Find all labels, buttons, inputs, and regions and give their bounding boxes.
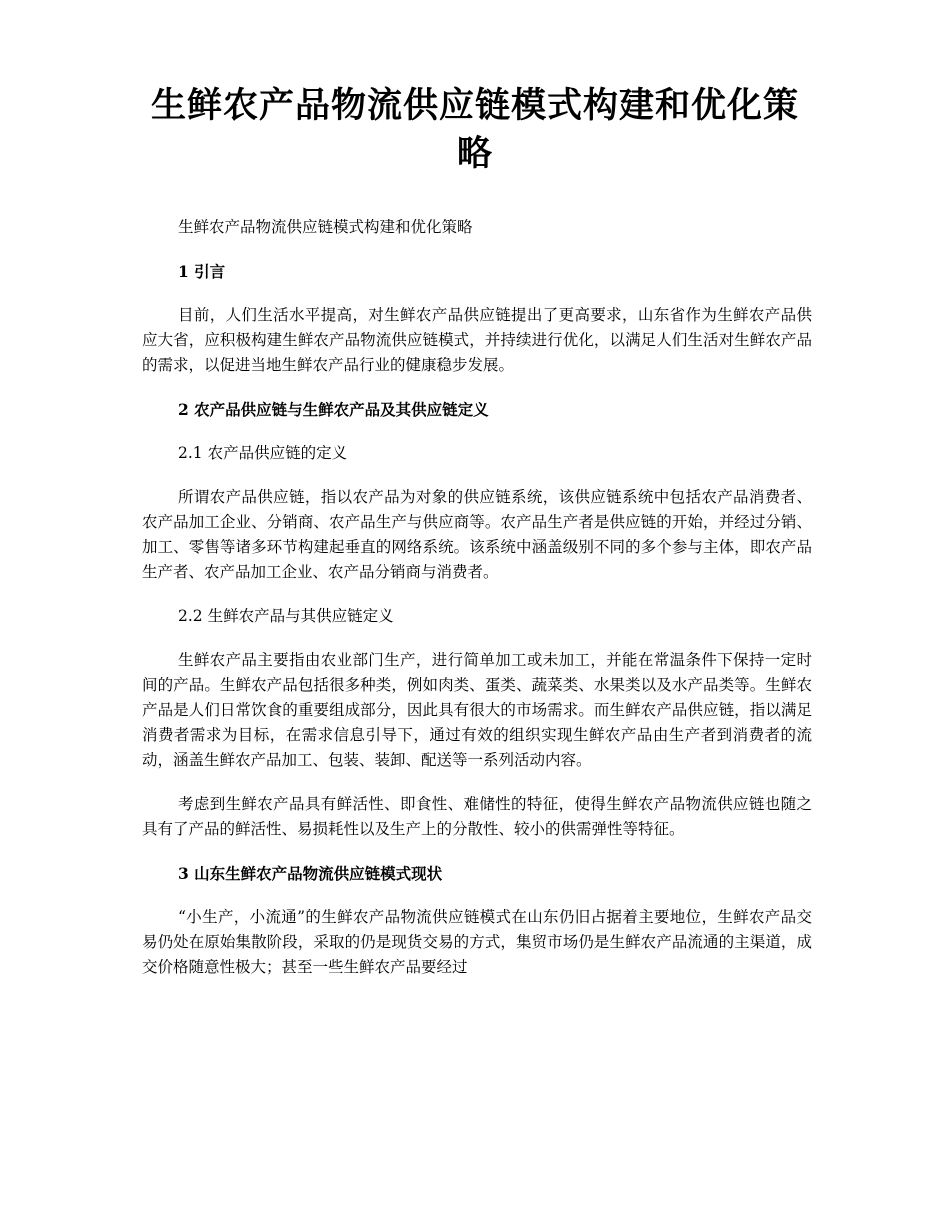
body-paragraph: 生鲜农产品主要指由农业部门生产，进行简单加工或未加工，并能在常温条件下保持一定时间的产品。生鲜农产品包括很多种类，例如肉类、蛋类、蔬菜类、水果类以及水产品类等。生鲜农产品是人们日常饮食的重要组成部分，因此具有很大的市场需求。而生鲜农产品供应链，指以满足消费者需求为目标，在需求信息引导下，通过有效的组织实现生鲜农产品由生产者到消费者的流动，涵盖生鲜农产品加工、包装、装卸、配送等一系列活动内容。: [142, 651, 812, 769]
body-paragraph: 所谓农产品供应链，指以农产品为对象的供应链系统，该供应链系统中包括农产品消费者、农产品加工企业、分销商、农产品生产与供应商等。农产品生产者是供应链的开始，并经过分销、加工、零售等诸多环节构建起垂直的网络系统。该系统中涵盖级别不同的多个参与主体，即农产品生产者、农产品加工企业、农产品分销商与消费者。: [142, 488, 812, 581]
section-heading: 3 山东生鲜农产品物流供应链模式现状: [178, 864, 443, 883]
body-paragraph: 考虑到生鲜农产品具有鲜活性、即食性、难储性的特征，使得生鲜农产品物流供应链也随之具有了产品的鲜活性、易损耗性以及生产上的分散性、较小的供需弹性等特征。: [142, 795, 812, 838]
document-title: 生鲜农产品物流供应链模式构建和优化策略: [150, 86, 799, 174]
document-body: [142, 215, 812, 999]
section-heading: 1 引言: [178, 262, 226, 281]
subtitle-paragraph: 生鲜农产品物流供应链模式构建和优化策略: [178, 218, 473, 236]
subsection-heading: 2.1 农产品供应链的定义: [178, 444, 348, 462]
section-heading: 2 农产品供应链与生鲜农产品及其供应链定义: [178, 400, 489, 419]
body-paragraph: “小生产，小流通”的生鲜农产品物流供应链模式在山东仍旧占据着主要地位，生鲜农产品交易仍处在原始集散阶段，采取的仍是现货交易的方式，集贸市场仍是生鲜农产品流通的主渠道，成交价格随意性极大；甚至一些生鲜农产品要经过: [142, 908, 812, 976]
subsection-heading: 2.2 生鲜农产品与其供应链定义: [178, 607, 394, 625]
body-paragraph: 目前，人们生活水平提高，对生鲜农产品供应链提出了更高要求，山东省作为生鲜农产品供应大省，应积极构建生鲜农产品物流供应链模式，并持续进行优化，以满足人们生活对生鲜农产品的需求，以促进当地生鲜农产品行业的健康稳步发展。: [142, 306, 812, 374]
